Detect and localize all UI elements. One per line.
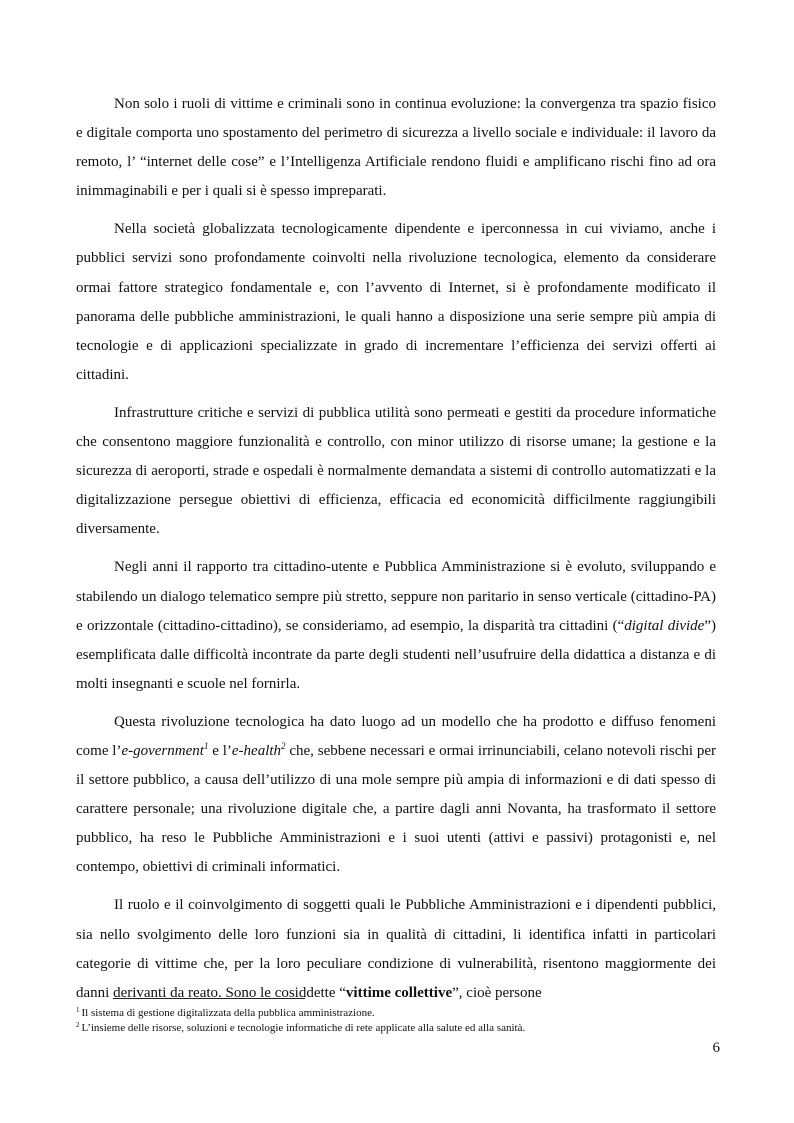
paragraph-4-text-b: ”) esemplificata dalle difficoltà incontrate da parte degli studenti nell’usufruire della didattica a distanza e di molti insegnanti e scuole nel fornirla. — [76, 617, 716, 692]
term-vittime-collettive: vittime collettive — [345, 984, 453, 1001]
paragraph-1: Non solo i ruoli di vittime e criminali sono in continua evoluzione: la convergenza tra spazio fisico e digitale comporta uno spostamento del perimetro di sicurezza a livello sociale e individuale: il lavoro da remoto, l’ “internet delle cose” e l’Intelligenza Artificiale rendono fluidi e amplificano rischi fino ad ora inimmaginabili e per i quali si è spesso impreparati. — [76, 96, 716, 200]
term-digital-divide: digital divide — [624, 617, 705, 634]
footnote-2-number: 2 — [76, 1021, 80, 1029]
paragraph-3: Infrastrutture critiche e servizi di pubblica utilità sono permeati e gestiti da procedure informatiche che consentono maggiore funzionalità e controllo, con minor utilizzo di risorse umane; la gestione e la sicurezza di aeroporti, strade e ospedali è normalmente demandata a sistemi di controllo automatizzati e la digitalizzazione persegue obiettivi di efficienza, efficacia ed economicità difficilmente raggiungibili diversamente. — [76, 404, 716, 538]
footnote-1-text: Il sistema di gestione digitalizzata della pubblica amministrazione. — [81, 1007, 375, 1019]
paragraph-4 — [76, 553, 716, 698]
paragraph-2: Nella società globalizzata tecnologicamente dipendente e iperconnessa in cui viviamo, anche i pubblici servizi sono profondamente coinvolti nella rivoluzione tecnologica, elemento da considerare ormai fattore strategico fondamentale e, con l’avvento di Internet, si è profondamente modificato il panorama delle pubbliche amministrazioni, le quali hanno a disposizione una serie sempre più ampia di tecnologie e di applicazioni specializzate in grado di incrementare l’efficienza dei servizi offerti ai cittadini. — [76, 221, 716, 383]
paragraph-5-text-b: che, sebbene necessari e ormai irrinunciabili, celano notevoli rischi per il settore pubblico, a causa dell’utilizzo di una mole sempre più ampia di informazioni e di dati spesso di carattere personale; una rivoluzione digitale che, a partire dagli anni Novanta, ha trasformato il settore pubblico, ha reso le Pubbliche Amministrazioni e i suoi utenti (attivi e passivi) protagonisti e, nel contempo, obiettivi di criminali informatici. — [76, 742, 716, 876]
footnote-1-number: 1 — [76, 1006, 80, 1014]
footnote-2-text: L’insieme delle risorse, soluzioni e tecnologie informatiche di rete applicate alla salute ed alla sanità. — [81, 1022, 526, 1034]
paragraph-5-text-mid: e l’ — [208, 742, 232, 759]
term-e-government: e-government — [121, 742, 204, 759]
term-e-health: e-health — [231, 742, 282, 759]
page-number: 6 — [712, 1040, 720, 1056]
footnote-ref-1[interactable]: 1 — [203, 740, 209, 751]
paragraph-5 — [76, 708, 716, 883]
paragraph-6-text-b: ”, cioè persone — [452, 984, 542, 1001]
footnote-separator — [113, 998, 305, 999]
paragraph-5-text-a: Questa rivoluzione tecnologica ha dato luogo ad un modello che ha prodotto e diffuso fenomeni come l’ — [76, 713, 716, 759]
paragraph-6 — [76, 891, 716, 1007]
footnotes — [76, 1006, 716, 1036]
paragraph-6-text-a: Il ruolo e il coinvolgimento di soggetti quali le Pubbliche Amministrazioni e i dipendenti pubblici, sia nello svolgimento delle loro funzioni sia in qualità di cittadini, li identifica infatti in particolari categorie di vittime che, per la loro peculiare condizione di vulnerabilità, risentono maggiormente dei danni derivanti da reato. Sono le cosiddette “ — [76, 897, 716, 1001]
footnote-2 — [76, 1021, 716, 1036]
paragraph-4-text-a: Negli anni il rapporto tra cittadino-utente e Pubblica Amministrazione si è evoluto, sviluppando e stabilendo un dialogo telematico sempre più stretto, seppure non paritario in senso verticale (cittadino-PA) e orizzontale (cittadino-cittadino), se consideriamo, ad esempio, la disparità tra cittadini (“ — [76, 559, 716, 634]
footnote-ref-2[interactable]: 2 — [281, 740, 286, 751]
body-text — [76, 90, 716, 1008]
footnote-1 — [76, 1006, 716, 1021]
